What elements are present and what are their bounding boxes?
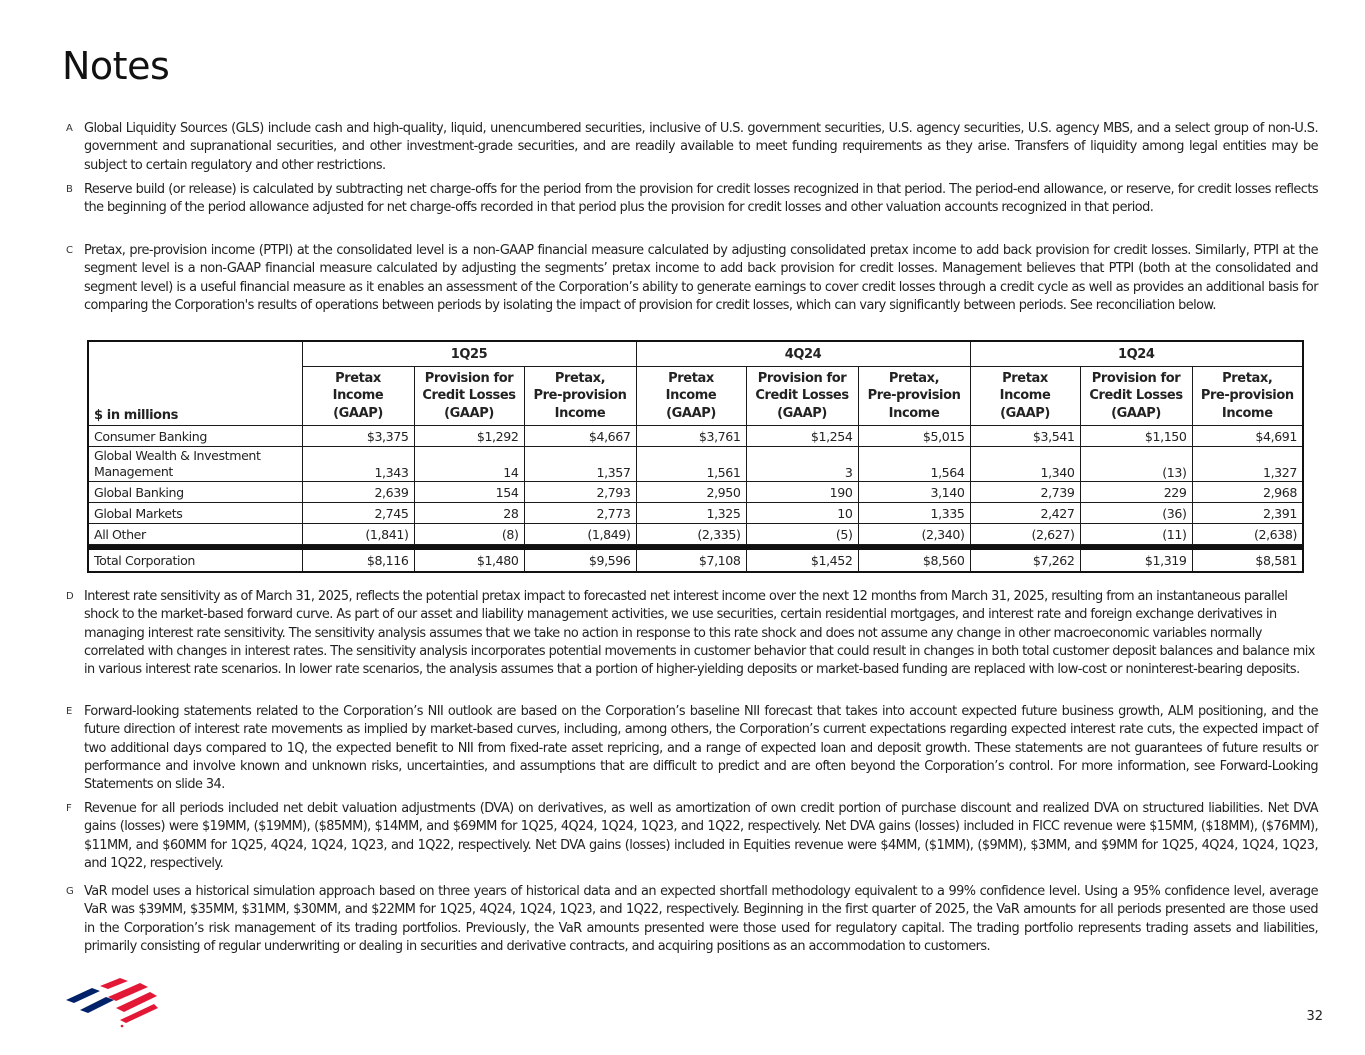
table-cell: $1,292 (414, 426, 524, 447)
page-number: 32 (1306, 1009, 1323, 1024)
column-header (1080, 367, 1192, 426)
total-row (88, 550, 1303, 573)
table-cell: (13) (1080, 447, 1192, 482)
table-cell: $5,015 (858, 426, 970, 447)
column-header-line: Pretax (668, 370, 714, 386)
table-cell: (1,849) (524, 524, 636, 545)
column-header-line: Provision for (757, 370, 847, 386)
table-cell: 1,343 (302, 447, 414, 482)
row-label: Global Banking (88, 482, 302, 503)
table-cell: (2,638) (1192, 524, 1303, 545)
table-cell: 1,561 (636, 447, 746, 482)
column-header-line: Income (554, 405, 606, 421)
table-row (88, 503, 1303, 524)
table-cell: 2,427 (970, 503, 1080, 524)
table-cell: 2,950 (636, 482, 746, 503)
note-g (66, 883, 1318, 956)
table-cell: $3,541 (970, 426, 1080, 447)
table-cell: (8) (414, 524, 524, 545)
period-header: 1Q25 (302, 341, 636, 367)
table-cell: 154 (414, 482, 524, 503)
table-cell: (2,335) (636, 524, 746, 545)
table-cell: 1,325 (636, 503, 746, 524)
table-cell: 2,391 (1192, 503, 1303, 524)
note-a (66, 120, 1318, 175)
table-cell: $1,480 (414, 550, 524, 573)
table-cell: (11) (1080, 524, 1192, 545)
table-cell: (36) (1080, 503, 1192, 524)
table-cell: $1,319 (1080, 550, 1192, 573)
row-label: Consumer Banking (88, 426, 302, 447)
column-header-line: (GAAP) (1111, 405, 1161, 421)
note-text: VaR model uses a historical simulation approach based on three years of historical data and an expected shortfall methodology equivalent to a 99% confidence level. Using a 95% confidence level, average VaR was $39MM, $35MM, $31MM, $30MM, and $22MM for 1Q25, 4Q24, 1Q24, 1Q23, and 1Q22, respectively. Beginning in the first quarter of 2025, the VaR amounts for all periods presented are those used in the Corporation’s risk management of its trading portfolios. Previously, the VaR amounts presented were those used for regulatory capital. The trading portfolio represents trading assets and liabilities, primarily consisting of regular underwriting or dealing in securities and derivative contracts, and acquiring positions as an accommodation to customers. (84, 884, 1318, 954)
note-e (66, 703, 1318, 794)
table-cell: 10 (746, 503, 858, 524)
column-header-line: Pretax, (554, 370, 606, 386)
table-cell: $8,116 (302, 550, 414, 573)
table-row (88, 524, 1303, 545)
column-header-line: Credit Losses (422, 388, 516, 404)
note-letter: B (66, 184, 73, 195)
table-cell: 14 (414, 447, 524, 482)
table-cell: 28 (414, 503, 524, 524)
column-header (524, 367, 636, 426)
column-header-line: Income (1221, 405, 1273, 421)
column-header-line: Pre-provision (1200, 388, 1294, 404)
column-header-line: Credit Losses (1089, 388, 1183, 404)
period-header-row (88, 341, 1303, 367)
column-header-line: (GAAP) (333, 405, 383, 421)
column-header-line: Income (332, 388, 384, 404)
column-header-line: Pretax (1002, 370, 1048, 386)
note-text: Forward-looking statements related to the Corporation’s NII outlook are based on the Corporation’s baseline NII forecast that takes into account expected future business growth, ALM positioning, and the future direction of interest rate movements as implied by market-based curves, including, among others, the Corporation’s current expectations regarding expected interest rate cuts, the expected impact of two additional days compared to 1Q, the expected benefit to NII from fixed-rate asset repricing, and a range of expected loan and deposit growth. These statements are not guarantees of future results or performance and involve known and unknown risks, uncertainties, and assumptions that are difficult to predict and are often beyond the Corporation’s control. For more information, see Forward-Looking Statements on slide 34. (84, 704, 1318, 793)
note-f (66, 800, 1318, 873)
column-header (858, 367, 970, 426)
row-label: Total Corporation (88, 550, 302, 573)
column-header-line: (GAAP) (1000, 405, 1050, 421)
period-header: 1Q24 (970, 341, 1303, 367)
row-label: Global Wealth & Investment Management (88, 447, 302, 482)
note-c (66, 242, 1318, 315)
note-letter: E (66, 706, 72, 717)
column-header-line: Income (665, 388, 717, 404)
column-header (746, 367, 858, 426)
column-header-line: Pretax (335, 370, 381, 386)
table-cell: 2,793 (524, 482, 636, 503)
note-d (66, 588, 1318, 679)
table-cell: $7,262 (970, 550, 1080, 573)
column-header-line: Income (999, 388, 1051, 404)
table-cell: 1,327 (1192, 447, 1303, 482)
table-cell: 3 (746, 447, 858, 482)
column-header (1192, 367, 1303, 426)
table-row (88, 447, 1303, 482)
table-cell: 2,739 (970, 482, 1080, 503)
column-header-line: Pre-provision (533, 388, 627, 404)
table-cell: 1,357 (524, 447, 636, 482)
table-cell: $8,560 (858, 550, 970, 573)
table-cell: $4,691 (1192, 426, 1303, 447)
table-cell: $3,375 (302, 426, 414, 447)
note-letter: F (66, 803, 72, 814)
table-cell: $1,150 (1080, 426, 1192, 447)
note-letter: C (66, 245, 73, 256)
period-header: 4Q24 (636, 341, 970, 367)
note-text: Interest rate sensitivity as of March 31, 2025, reflects the potential pretax impact to forecasted net interest income over the next 12 months from March 31, 2025, resulting from an instantaneous parallel shock to the market-based forward curve. As part of our asset and liability management activities, we use securities, certain residential mortgages, and interest rate and foreign exchange derivatives in managing interest rate sensitivity. The sensitivity analysis assumes that we take no action in response to this rate shock and does not assume any change in other macroeconomic variables normally correlated with changes in interest rates. The sensitivity analysis incorporates potential movements in customer behavior that could result in changes in both total customer deposit balances and balance mix in various interest rate scenarios. In lower rate scenarios, the analysis assumes that a portion of higher-yielding deposits or market-based funding are replaced with low-cost or noninterest-bearing deposits. (84, 589, 1315, 678)
column-header-line: Provision for (1091, 370, 1181, 386)
table-cell: 2,773 (524, 503, 636, 524)
row-label: Global Markets (88, 503, 302, 524)
table-row (88, 482, 1303, 503)
note-text: Reserve build (or release) is calculated by subtracting net charge-offs for the period from the provision for credit losses recognized in that period. The period-end allowance, or reserve, for credit losses reflects the beginning of the period allowance adjusted for net charge-offs recorded in that period plus the provision for credit losses and other valuation accounts recognized in that period. (84, 182, 1318, 216)
page-title: Notes (62, 44, 170, 88)
note-text: Revenue for all periods included net debit valuation adjustments (DVA) on derivatives, as well as amortization of own credit portion of purchase discount and realized DVA on structured liabilities. Net DVA gains (losses) were $19MM, ($19MM), ($85MM), $14MM, and $69MM for 1Q25, 4Q24, 1Q24, 1Q23, and 1Q22, respectively. Net DVA gains (losses) included in FICC revenue were $15MM, ($18MM), ($76MM), $11MM, and $60MM for 1Q25, 4Q24, 1Q24, 1Q23, and 1Q22, respectively. Net DVA gains (losses) included in Equities revenue were $4MM, ($1MM), ($9MM), $3MM, and $9MM for 1Q25, 4Q24, 1Q24, 1Q23, and 1Q22, respectively. (84, 801, 1318, 871)
column-header (414, 367, 524, 426)
column-header (636, 367, 746, 426)
table-cell: 2,968 (1192, 482, 1303, 503)
table-cell: 1,335 (858, 503, 970, 524)
column-header-line: (GAAP) (444, 405, 494, 421)
column-header-line: Credit Losses (755, 388, 849, 404)
note-letter: A (66, 123, 73, 134)
column-header-line: Income (888, 405, 940, 421)
registered-mark (121, 1025, 124, 1028)
table-row (88, 426, 1303, 447)
table-cell: 1,564 (858, 447, 970, 482)
table-cell: $4,667 (524, 426, 636, 447)
column-header (970, 367, 1080, 426)
column-header-line: Pretax, (1222, 370, 1273, 386)
column-header-line: (GAAP) (666, 405, 716, 421)
bank-flag-logo (62, 978, 158, 1028)
note-b (66, 181, 1318, 218)
column-header-line: Pretax, (888, 370, 940, 386)
column-header-line: (GAAP) (777, 405, 827, 421)
row-label: All Other (88, 524, 302, 545)
table-cell: 229 (1080, 482, 1192, 503)
table-cell: 3,140 (858, 482, 970, 503)
table-cell: $1,452 (746, 550, 858, 573)
table-cell: 2,745 (302, 503, 414, 524)
table-cell: (1,841) (302, 524, 414, 545)
table-cell: 2,639 (302, 482, 414, 503)
ptpi-reconciliation-table (87, 340, 1304, 573)
column-header-line: Pre-provision (867, 388, 961, 404)
note-letter: D (66, 591, 74, 602)
table-cell: $7,108 (636, 550, 746, 573)
column-header (302, 367, 414, 426)
table-cell: $9,596 (524, 550, 636, 573)
table-cell: $3,761 (636, 426, 746, 447)
table-cell: (5) (746, 524, 858, 545)
unit-label: $ in millions (88, 341, 302, 426)
column-header-line: Provision for (424, 370, 514, 386)
table-cell: (2,627) (970, 524, 1080, 545)
logo-navy-stripes (66, 988, 114, 1013)
note-text: Pretax, pre-provision income (PTPI) at the consolidated level is a non-GAAP financial measure calculated by adjusting consolidated pretax income to add back provision for credit losses. Similarly, PTPI at the segment level is a non-GAAP financial measure calculated by adjusting the segments’ pretax income to add back provision for credit losses. Management believes that PTPI (both at the consolidated and segment level) is a useful financial measure as it enables an assessment of the Corporation’s ability to generate earnings to cover credit losses through a credit cycle as well as provides an additional basis for comparing the Corporation's results of operations between periods by isolating the impact of provision for credit losses, which can vary significantly between periods. See reconciliation below. (84, 243, 1318, 313)
table-cell: $1,254 (746, 426, 858, 447)
table-cell: 1,340 (970, 447, 1080, 482)
note-letter: G (66, 886, 74, 897)
table-cell: (2,340) (858, 524, 970, 545)
table-cell: $8,581 (1192, 550, 1303, 573)
table-cell: 190 (746, 482, 858, 503)
note-text: Global Liquidity Sources (GLS) include cash and high-quality, liquid, unencumbered securities, inclusive of U.S. government securities, U.S. agency securities, U.S. agency MBS, and a select group of non-U.S. government and supranational securities, and other investment-grade securities, and are readily available to meet funding requirements as they arise. Transfers of liquidity among legal entities may be subject to certain regulatory and other restrictions. (84, 121, 1318, 173)
